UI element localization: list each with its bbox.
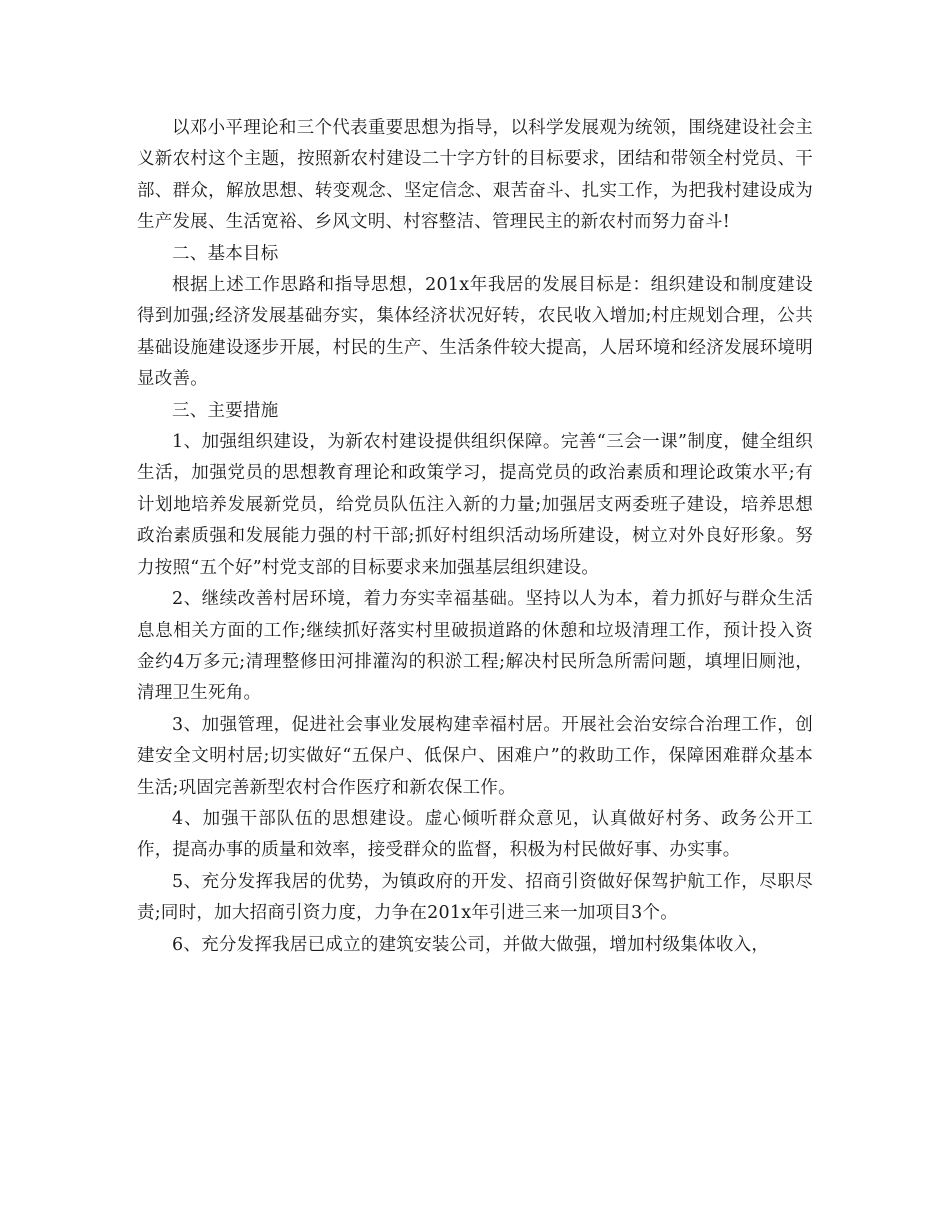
paragraph-measure-3: 3、加强管理，促进社会事业发展构建幸福村居。开展社会治安综合治理工作，创建安全文明村居;切实做好“五保户、低保户、困难户”的救助工作，保障困难群众基本生活;巩固完善新型农村合作医疗和新农保工作。 (137, 714, 813, 798)
paragraph-measure-4: 4、加强干部队伍的思想建设。虚心倾听群众意见，认真做好村务、政务公开工作，提高办事的质量和效率，接受群众的监督，积极为村民做好事、办实事。 (137, 808, 813, 861)
paragraph-measure-5: 5、充分发挥我居的优势，为镇政府的开发、招商引资做好保驾护航工作，尽职尽责;同时，加大招商引资力度，力争在201x年引进三来一加项目3个。 (137, 871, 813, 924)
paragraph-measure-1: 1、加强组织建设，为新农村建设提供组织保障。完善“三会一课”制度，健全组织生活，加强党员的思想教育理论和政策学习，提高党员的政治素质和理论政策水平;有计划地培养发展新党员，给党员队伍注入新的力量;加强居支两委班子建设，培养思想政治素质强和发展能力强的村干部;抓好村组织活动场所建设，树立对外良好形象。努力按照“五个好”村党支部的目标要求来加强基层组织建设。 (137, 432, 813, 578)
document-body (137, 113, 813, 961)
paragraph-measure-6: 6、充分发挥我居已成立的建筑安装公司，并做大做强，增加村级集体收入， (172, 934, 770, 955)
paragraph-guiding-thought: 以邓小平理论和三个代表重要思想为指导，以科学发展观为统领，围绕建设社会主义新农村这个主题，按照新农村建设二十字方针的目标要求，团结和带领全村党员、干部、群众，解放思想、转变观念、坚定信念、艰苦奋斗、扎实工作，为把我村建设成为生产发展、生活宽裕、乡风文明、村容整洁、管理民主的新农村而努力奋斗! (137, 118, 813, 233)
heading-main-measures: 三、主要措施 (172, 400, 279, 421)
paragraph-measure-2: 2、继续改善村居环境，着力夯实幸福基础。坚持以人为本，着力抓好与群众生活息息相关方面的工作;继续抓好落实村里破损道路的休憩和垃圾清理工作，预计投入资金约4万多元;清理整修田河排灌沟的积淤工程;解决村民所急所需问题，填埋旧厕池，清理卫生死角。 (137, 589, 813, 704)
paragraph-development-goals: 根据上述工作思路和指导思想，201x年我居的发展目标是：组织建设和制度建设得到加强;经济发展基础夯实，集体经济状况好转，农民收入增加;村庄规划合理，公共基础设施建设逐步开展，村民的生产、生活条件较大提高，人居环境和经济发展环境明显改善。 (137, 275, 813, 390)
heading-basic-goals: 二、基本目标 (172, 243, 279, 264)
